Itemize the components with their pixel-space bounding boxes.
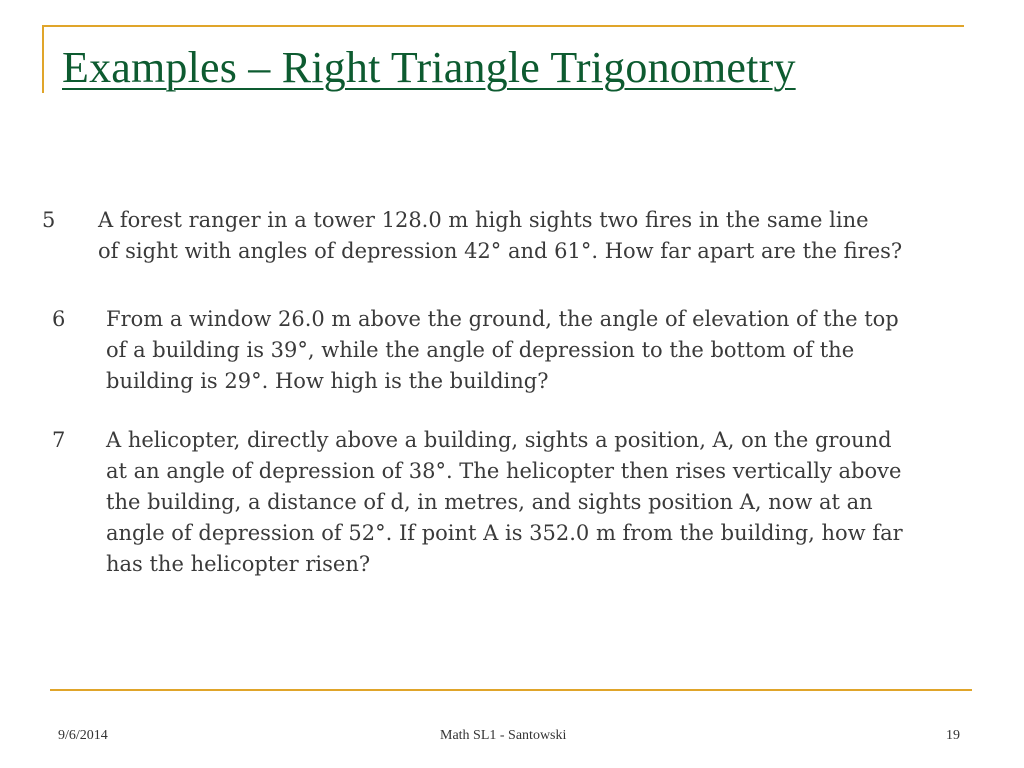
footer-course: Math SL1 - Santowski	[440, 728, 567, 743]
problem-text-line: at an angle of depression of 38°. The helicopter then rises vertically above	[106, 459, 902, 483]
problem-text-line: has the helicopter risen?	[106, 552, 371, 576]
footer-date: 9/6/2014	[58, 728, 108, 743]
problem-text-line: of sight with angles of depression 42° and 61°. How far apart are the fires?	[98, 239, 903, 263]
bottom-border-line	[50, 689, 972, 691]
problem-text-line: building is 29°. How high is the building?	[106, 369, 549, 393]
problem-text-line: of a building is 39°, while the angle of depression to the bottom of the	[106, 338, 855, 362]
problem-number: 5	[42, 208, 56, 232]
problem-text-line: A forest ranger in a tower 128.0 m high sights two fires in the same line	[98, 208, 869, 232]
top-border-line	[42, 25, 964, 27]
problem-number: 6	[52, 307, 66, 331]
problem-text-line: the building, a distance of d, in metres, and sights position A, now at an	[106, 490, 873, 514]
left-border-line	[42, 25, 44, 93]
problem-number: 7	[52, 428, 66, 452]
problem-text-line: A helicopter, directly above a building, sights a position, A, on the ground	[106, 428, 892, 452]
problem-text-line: angle of depression of 52°. If point A is 352.0 m from the building, how far	[106, 521, 903, 545]
footer-page-number: 19	[946, 728, 960, 743]
slide-title: Examples – Right Triangle Trigonometry	[62, 43, 796, 92]
problem-text-line: From a window 26.0 m above the ground, the angle of elevation of the top	[106, 307, 899, 331]
